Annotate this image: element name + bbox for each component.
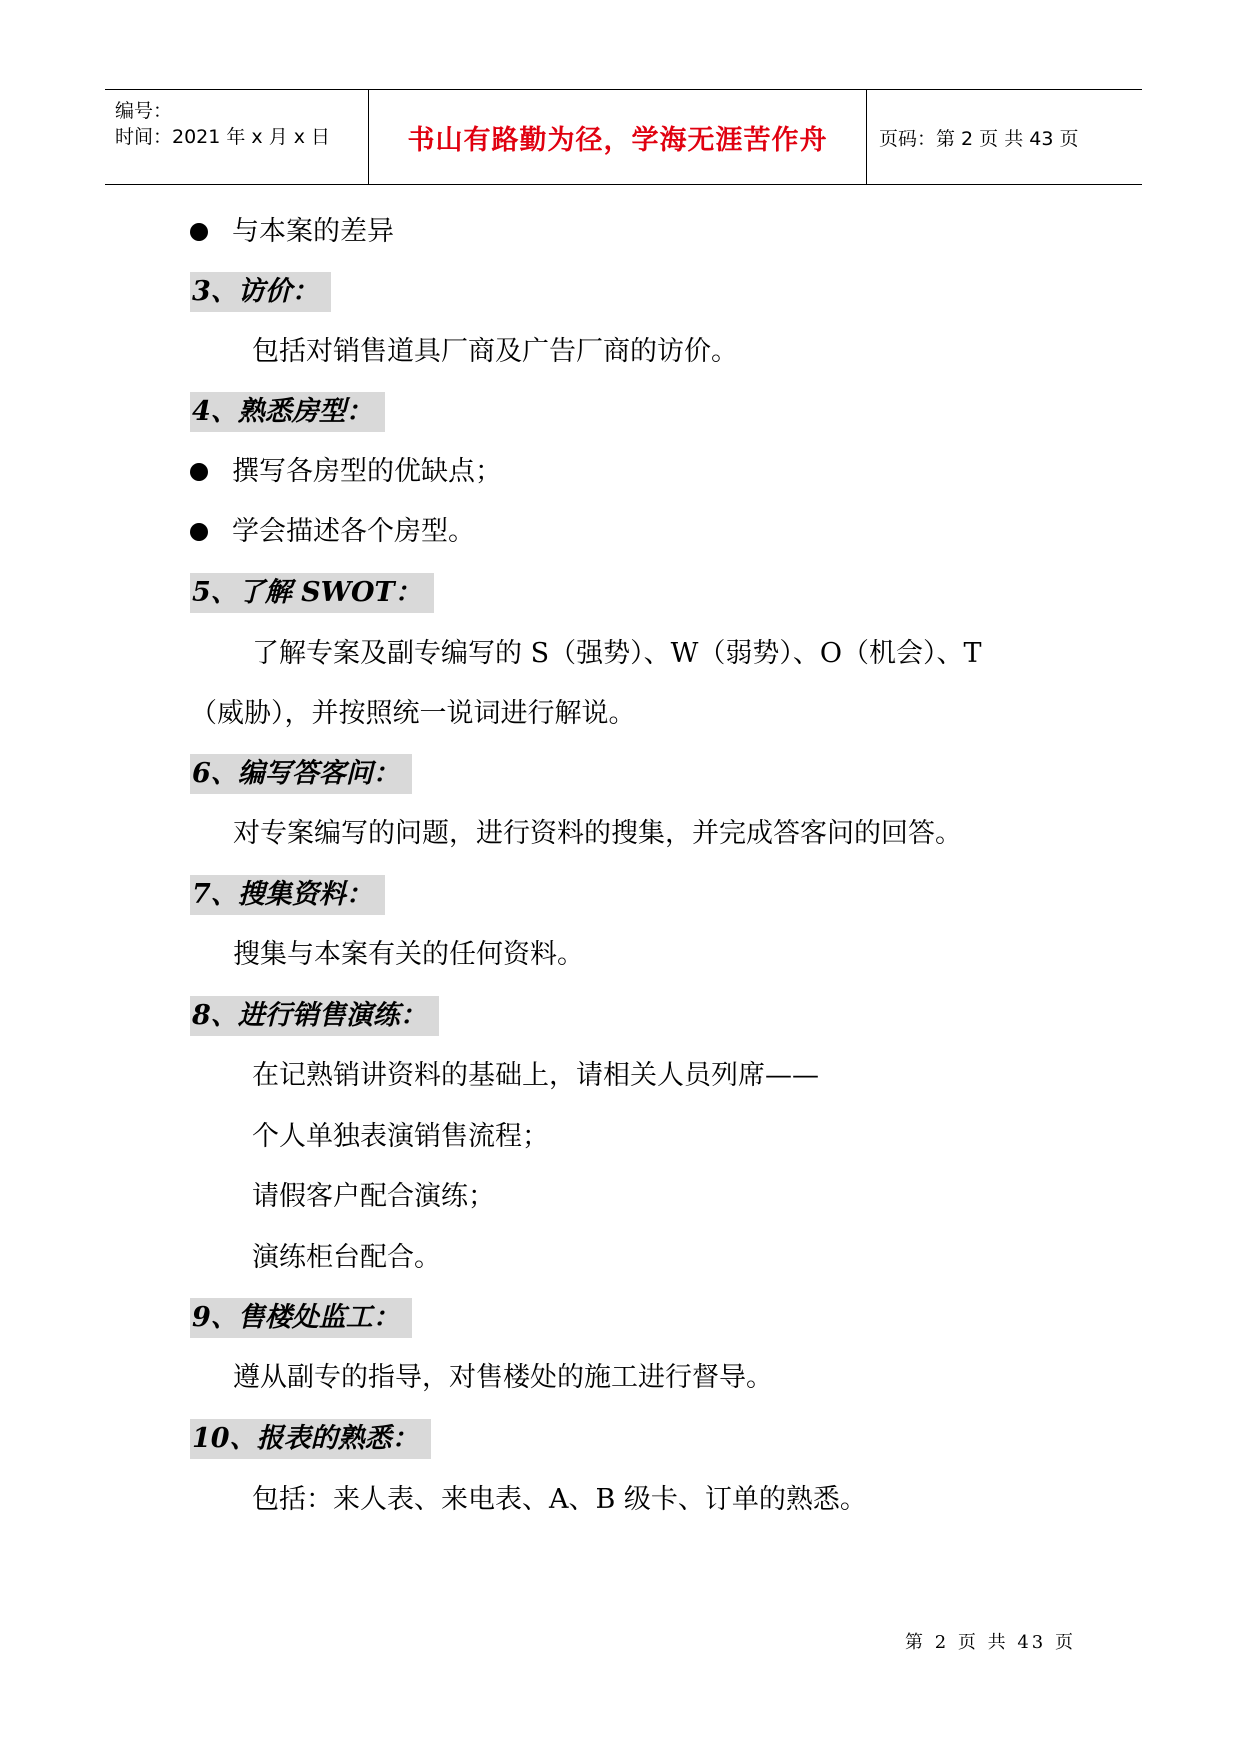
bullet-icon (190, 223, 208, 241)
paragraph: 搜集与本案有关的任何资料。 (233, 939, 584, 970)
header-page-cell (867, 90, 1142, 184)
paragraph: 在记熟销讲资料的基础上，请相关人员列席—— (252, 1060, 819, 1091)
section-heading-10: 10、报表的熟悉： (190, 1419, 431, 1459)
section-heading-9: 9、售楼处监工： (190, 1298, 412, 1338)
paragraph: 了解专案及副专编写的 S（强势）、W（弱势）、O（机会）、T (252, 638, 982, 669)
header-left-cell (105, 90, 367, 184)
paragraph: 演练柜台配合。 (252, 1242, 441, 1273)
paragraph: 遵从副专的指导，对售楼处的施工进行督导。 (233, 1362, 773, 1393)
footer-page-number: 第 2 页 共 43 页 (905, 1632, 1076, 1653)
header-motto-cell (368, 90, 867, 184)
section-heading-6: 6、编写答客问： (190, 754, 412, 794)
bullet-text: 与本案的差异 (232, 216, 394, 247)
bullet-text: 撰写各房型的优缺点； (232, 456, 502, 487)
section-heading-5: 5、了解 SWOT： (190, 573, 434, 613)
paragraph: 包括对销售道具厂商及广告厂商的访价。 (252, 336, 738, 367)
paragraph: （威胁），并按照统一说词进行解说。 (190, 698, 636, 729)
section-heading-4: 4、熟悉房型： (190, 392, 385, 432)
bullet-icon (190, 463, 208, 481)
bullet-icon (190, 523, 208, 541)
paragraph: 包括：来人表、来电表、A、B 级卡、订单的熟悉。 (252, 1484, 867, 1515)
header-serial: 编号： (115, 100, 173, 122)
paragraph: 个人单独表演销售流程； (252, 1121, 549, 1152)
section-heading-3: 3、访价： (190, 272, 331, 312)
header-page-number: 页码：第 2 页 共 43 页 (879, 127, 1079, 150)
section-heading-8: 8、进行销售演练： (190, 996, 439, 1036)
page-header (105, 89, 1142, 185)
section-heading-7: 7、搜集资料： (190, 875, 385, 915)
bullet-text: 学会描述各个房型。 (232, 516, 475, 547)
paragraph: 对专案编写的问题，进行资料的搜集，并完成答客问的回答。 (233, 818, 962, 849)
header-motto: 书山有路勤为径，学海无涯苦作舟 (407, 124, 828, 156)
paragraph: 请假客户配合演练； (252, 1181, 495, 1212)
header-time: 时间：2021 年 x 月 x 日 (115, 126, 331, 148)
